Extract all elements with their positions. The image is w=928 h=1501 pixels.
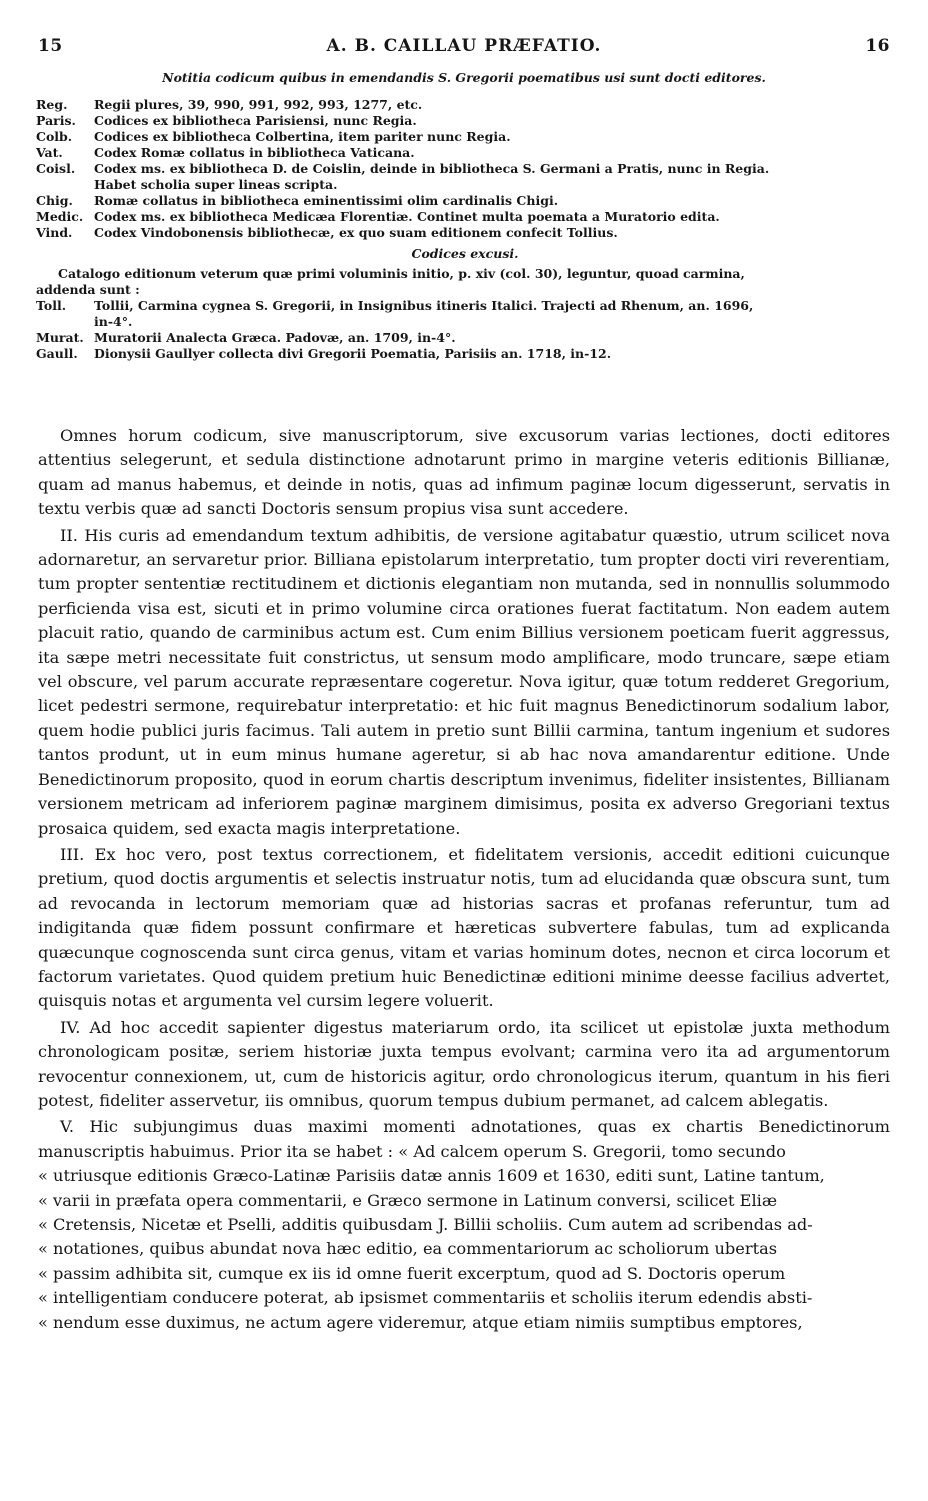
entry-text: Codex ms. ex bibliotheca D. de Coislin, deinde in bibliotheca S. Germani a Pratis, nunc in Regia. — [94, 161, 770, 176]
running-header — [38, 36, 890, 58]
paragraph-2: II. His curis ad emendandum textum adhibitis, de versione agitabatur quæstio, utrum scilicet nova adornaretur, an servaretur prior. Billiana epistolarum interpretatio, tum propter docti viri reverentiam, tum propter sententiæ rectitudinem et dictionis elegantiam non mutanda, sed in nonnullis solummodo perficienda visa est, sicuti et in primo volumine circa orationes fuerat factitatum. Non eadem autem placuit ratio, quando de carminibus actum est. Cum enim Billius versionem poeticam fuerit aggressus, ita sæpe metri necessitate fuit constrictus, ut sensum modo amplificare, modo truncare, sæpe etiam vel obscure, vel parum accurate repræsentare cogeretur. Nova igitur, quæ totum redderet Gregorium, licet pedestri sermone, requirebatur interpretatio: et hic fuit magnus Benedictinorum sodalium labor, quem hodie publici juris facimus. Tali autem in pretio sunt Billii carmina, tantum ingenium et sudores tantos produnt, ut in eum minus humane ageretur, si ab hac nova amandarentur editione. Unde Benedictinorum proposito, quod in eorum chartis descriptum invenimus, fideliter insistentes, Billianam versionem metricam ad inferiorem paginæ marginem dimisimus, posita ex adverso Gregoriani textus prosaica quidem, sed exacta magis interpretatione. — [38, 525, 890, 838]
catalogo-line: addenda sunt : — [36, 282, 140, 297]
siglum: Gaull. — [36, 346, 78, 361]
siglum: Vat. — [36, 145, 63, 160]
list-item — [36, 145, 894, 161]
page-number-right: 16 — [865, 36, 890, 56]
paragraph-5 — [38, 1115, 890, 1164]
entry-subline: Habet scholia super lineas scripta. — [94, 177, 338, 192]
manuscript-list — [36, 97, 894, 362]
entry-text: Codex Romæ collatus in bibliotheca Vaticana. — [94, 145, 415, 160]
paragraph-1: Omnes horum codicum, sive manuscriptorum, sive excusorum varias lectiones, docti editores attentius selegerunt, et sedula distinctione adnotarunt primo in margine veteris editionis Billianæ, quam ad manus habemus, et deinde in notis, quas ad infimum paginæ locum digesserunt, servatis in textu verbis quæ ad sancti Doctoris sensum propius visa sunt accedere. — [38, 426, 890, 519]
entry-text: Codex Vindobonensis bibliothecæ, ex quo suam editionem confecit Tollius. — [94, 225, 618, 240]
list-item — [36, 209, 894, 225]
entry-subline: in-4°. — [94, 314, 133, 329]
list-item — [36, 129, 894, 145]
body-text — [38, 424, 890, 1335]
list-item — [36, 97, 894, 113]
entry-text: Regii plures, 39, 990, 991, 992, 993, 1277, etc. — [94, 97, 423, 112]
quote-line: « notationes, quibus abundat nova hæc editio, ea commentariorum ac scholiorum ubertas — [38, 1239, 778, 1259]
page-number-left: 15 — [38, 36, 63, 56]
list-item — [36, 298, 894, 314]
entry-text: Muratorii Analecta Græca. Padovæ, an. 1709, in-4°. — [94, 330, 456, 345]
excusi-heading: Codices excusi. — [411, 246, 519, 261]
siglum: Paris. — [36, 113, 76, 128]
running-title: A. B. CAILLAU PRÆFATIO. — [326, 36, 602, 56]
siglum: Colb. — [36, 129, 73, 144]
entry-text: Romæ collatus in bibliotheca eminentissimi olim cardinalis Chigi. — [94, 193, 559, 208]
quote-line: « utriusque editionis Græco-Latinæ Parisiis datæ annis 1609 et 1630, editi sunt, Latine tantum, — [38, 1166, 825, 1186]
siglum: Vind. — [36, 225, 73, 240]
entry-text: Codices ex bibliotheca Parisiensi, nunc Regia. — [94, 113, 417, 128]
list-item — [36, 161, 894, 177]
quote-line: « intelligentiam conducere poterat, ab ipsismet commentariis et scholiis iterum edendis absti- — [38, 1288, 813, 1308]
list-item — [36, 346, 894, 362]
siglum: Medic. — [36, 209, 84, 224]
list-item — [36, 225, 894, 241]
siglum: Chig. — [36, 193, 73, 208]
entry-text: Tollii, Carmina cygnea S. Gregorii, in Insignibus itineris Italici. Trajecti ad Rhenum, an. 1696, — [94, 298, 754, 313]
siglum: Murat. — [36, 330, 84, 345]
paragraph-3: III. Ex hoc vero, post textus correctionem, et fidelitatem versionis, accedit editioni cuicunque pretium, quod doctis argumentis et selectis instruatur notis, tum ad elucidanda quæ obscura sunt, tum ad revocanda in lectorum memoriam quæ ad historias sacras et profanas referuntur, tum ad indigitanda quæ fidem possunt confirmare et hæreticas subvertere fabulas, tum ad explicanda quæcunque cognoscenda sunt circa genus, vitam et varias hominum dotes, necnon et circa locorum et factorum varietates. Quod quidem pretium huic Benedictinæ editioni minime deesse facilius advertet, quisquis notas et argumenta vel cursim legere voluerit. — [38, 844, 890, 1011]
siglum: Reg. — [36, 97, 68, 112]
entry-text: Dionysii Gaullyer collecta divi Gregorii Poematia, Parisiis an. 1718, in-12. — [94, 346, 612, 361]
siglum: Toll. — [36, 298, 67, 313]
quote-line: « varii in præfata opera commentarii, e Græco sermone in Latinum conversi, scilicet Eliæ — [38, 1190, 778, 1210]
catalogo-line: Catalogo editionum veterum quæ primi voluminis initio, p. xiv (col. 30), leguntur, quoad carmina, — [58, 266, 745, 281]
siglum: Coisl. — [36, 161, 76, 176]
list-item — [36, 113, 894, 129]
quote-line: « passim adhibita sit, cumque ex iis id omne fuerit excerptum, quod ad S. Doctoris operum — [38, 1263, 786, 1283]
catalogo-note — [36, 266, 894, 298]
list-item — [36, 193, 894, 209]
list-item — [36, 330, 894, 346]
paragraph-4: IV. Ad hoc accedit sapienter digestus materiarum ordo, ita scilicet ut epistolæ juxta methodum chronologicam positæ, seriem historiæ juxta tempus evolvant; carmina vero ita ad argumentorum revocentur connexionem, ut, cum de historicis agitur, ordo chronologicus iterum, quantum in his fieri potest, fideliter asservetur, iis omnibus, quorum tempus dubium permanet, ad calcem ablegatis. — [38, 1017, 890, 1110]
notitia-heading: Notitia codicum quibus in emendandis S. Gregorii poematibus usi sunt docti editores. — [162, 70, 766, 85]
quoted-note — [38, 1164, 890, 1335]
quote-line: « Cretensis, Nicetæ et Pselli, additis quibusdam J. Billii scholiis. Cum autem ad scribendas ad- — [38, 1215, 813, 1234]
paragraph-5-intro: V. Hic subjungimus duas maximi momenti adnotationes, quas ex chartis Benedictinorum manuscriptis habuimus. Prior ita se habet : « Ad calcem operum S. Gregorii, tomo secundo — [38, 1117, 890, 1161]
entry-text: Codex ms. ex bibliotheca Medicæa Florentiæ. Continet multa poemata a Muratorio edita. — [94, 209, 720, 224]
quote-line: « nendum esse duximus, ne actum agere videremur, atque etiam nimiis sumptibus emptores, — [38, 1312, 803, 1332]
entry-text: Codices ex bibliotheca Colbertina, item pariter nunc Regia. — [94, 129, 511, 144]
